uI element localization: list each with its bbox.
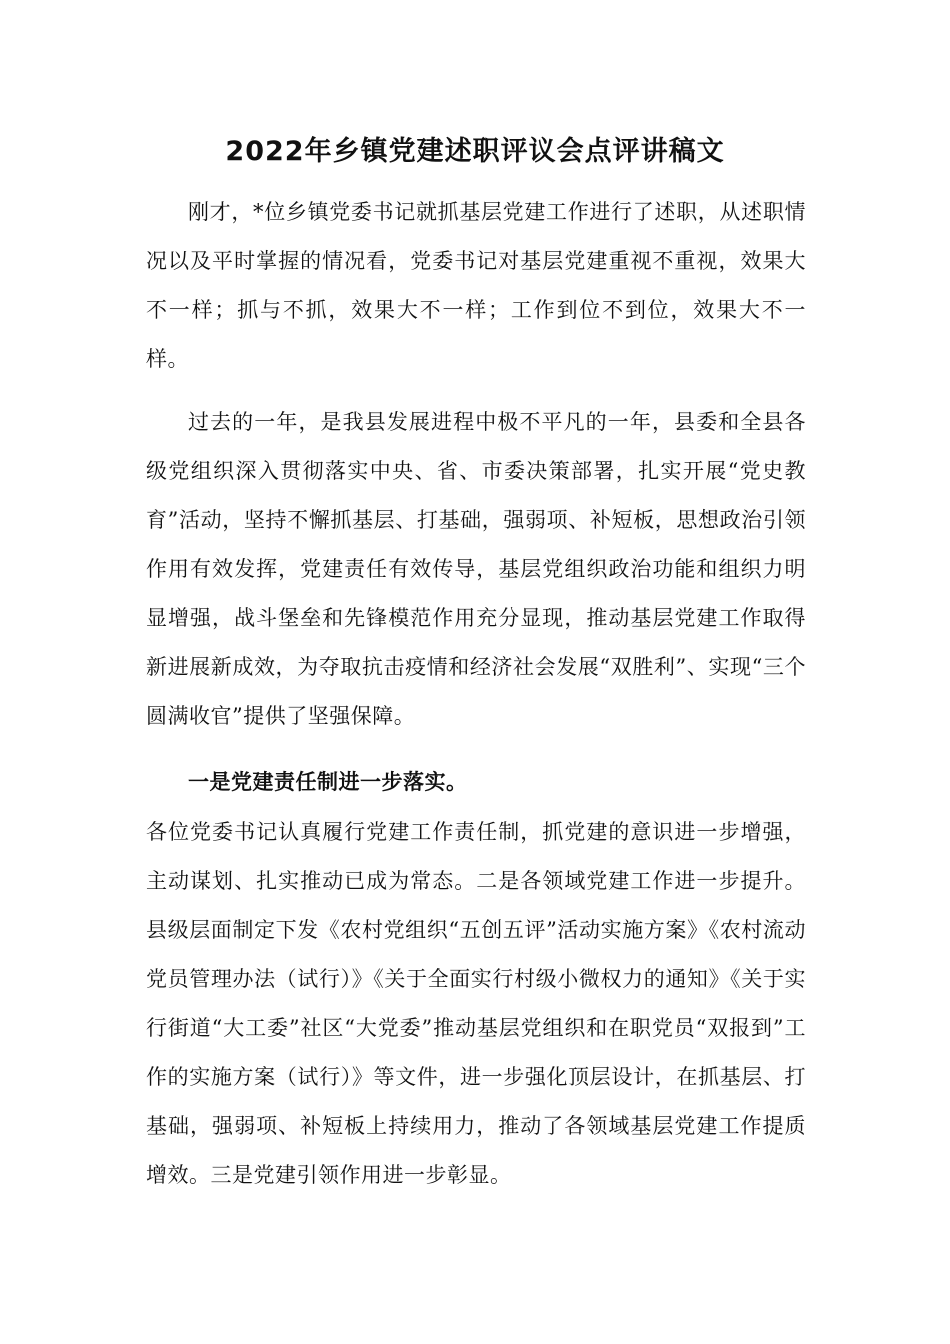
section-heading-responsibility: 一是党建责任制进一步落实。: [188, 770, 468, 794]
paragraph-past-year: 过去的一年，是我县发展进程中极不平凡的一年，县委和全县各级党组织深入贯彻落实中央、省、市委决策部署，扎实开展“党史教育”活动，坚持不懈抓基层、打基础，强弱项、补短板，思想政治引领作用有效发挥，党建责任有效传导，基层党组织政治功能和组织力明显增强，战斗堡垒和先锋模范作用充分显现，推动基层党建工作取得新进展新成效，为夺取抗击疫情和经济社会发展“双胜利”、实现“三个圆满收官”提供了坚强保障。: [146, 410, 806, 728]
document-title: 2022年乡镇党建述职评议会点评讲稿文: [225, 136, 725, 167]
paragraph-opening: 刚才，*位乡镇党委书记就抓基层党建工作进行了述职，从述职情况以及平时掌握的情况看，党委书记对基层党建重视不重视，效果大不一样；抓与不抓，效果大不一样；工作到位不到位，效果大不一样。: [146, 200, 806, 371]
paragraph-responsibility-details: 各位党委书记认真履行党建工作责任制，抓党建的意识进一步增强，主动谋划、扎实推动已成为常态。二是各领域党建工作进一步提升。县级层面制定下发《农村党组织“五创五评”活动实施方案》《农村流动党员管理办法（试行）》《关于全面实行村级小微权力的通知》《关于实行街道“大工委”社区“大党委”推动基层党组织和在职党员“双报到”工作的实施方案（试行）》等文件，进一步强化顶层设计，在抓基层、打基础，强弱项、补短板上持续用力，推动了各领域基层党建工作提质增效。三是党建引领作用进一步彰显。: [146, 820, 806, 1187]
